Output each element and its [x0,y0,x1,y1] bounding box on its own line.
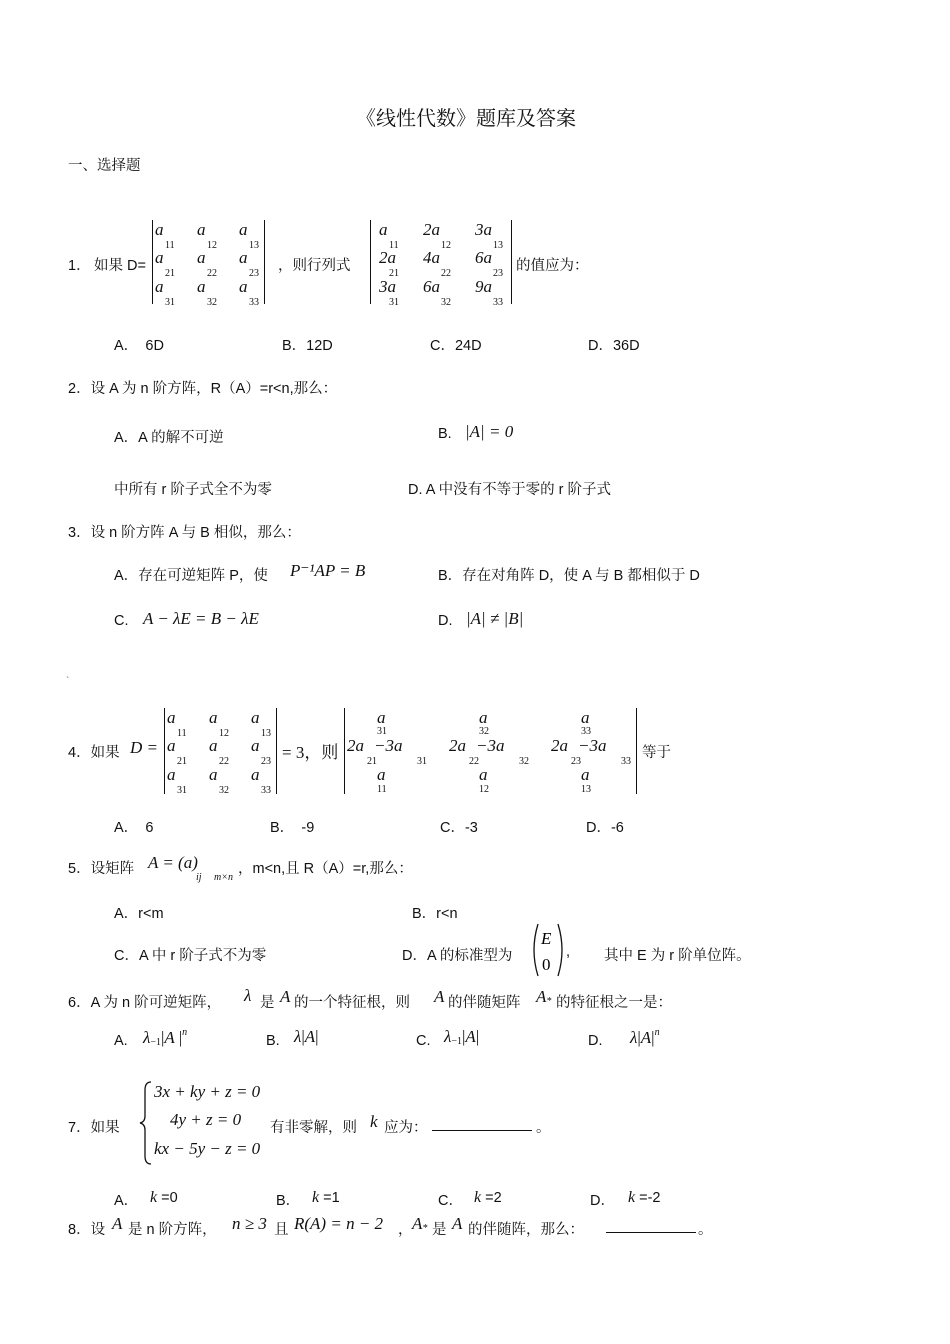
matrix-subscript: 31 [165,297,175,308]
q5-prefix: 5．设矩阵 [68,861,135,877]
q7-end: 。 [536,1120,551,1136]
q7-option-c-value: =2 [485,1190,502,1206]
q5-option-d-text: D．A 的标准型为 [402,948,513,964]
q3-option-c-math: A − λE = B − λE [143,609,259,628]
matrix-subscript: 33 [581,726,591,737]
q5-option-b: B．r<n [412,906,458,922]
matrix-entry: a [239,248,248,267]
q1-middle: ，则行列式 [278,258,351,274]
q1-number: 1． [68,258,91,274]
matrix-subscript: 21 [165,268,175,279]
q7-k: k [370,1112,378,1131]
q1-option-b: B．12D [282,338,333,354]
q8-text-4: ， [398,1222,413,1238]
matrix-subscript: 11 [377,784,387,795]
matrix-entry: a [197,248,206,267]
matrix-entry: a [197,220,206,239]
matrix-entry: 4a [423,248,440,267]
q7-option-b-label: B． [276,1193,301,1209]
matrix-entry: a [379,220,388,239]
q6-option-a-math: λ−1|A $|^n$ [143,1027,188,1048]
q5-block-matrix [528,922,571,978]
q1-option-c: C．24D [430,338,482,354]
matrix-entry: a [167,708,176,727]
matrix-entry: 9a [475,277,492,296]
q1-option-a: A． 6D [114,338,164,354]
q5-sub-ij: ij [196,872,202,883]
matrix-subscript: 32 [219,785,229,796]
q5-sub-mn: m×n [214,872,233,883]
matrix-entry: 2a −3a [551,736,607,755]
matrix-entry: a [251,765,260,784]
matrix-entry: a [209,708,218,727]
q8-end: 。 [698,1222,713,1238]
matrix-entry: a [209,736,218,755]
q4-option-b: B． -9 [270,820,315,836]
matrix-entry: a [377,708,386,727]
matrix-subscript: 32 [479,726,489,737]
matrix-subscript: 11 [165,240,175,251]
q7-text-2: 应为： [384,1120,428,1136]
matrix-entry: 2a [379,248,396,267]
matrix-subscript: 23 [493,268,503,279]
matrix-entry: a [155,248,164,267]
q7-text-1: 有非零解，则 [270,1120,357,1136]
q7-option-b: k =1 [312,1189,340,1206]
q7-option-c-label: C． [438,1193,463,1209]
q4-equals: = 3，则 [282,743,339,762]
matrix-subscript: 22 [207,268,217,279]
q5-matrix-def: A = (a) [148,853,198,872]
matrix-subscript: 23 [261,756,271,767]
matrix-subscript: 13 [249,240,259,251]
q5-suffix: ，m<n,且 R（A）=r,那么： [238,861,413,877]
q7-brace [138,1080,154,1166]
q4-det2-bar-left [344,708,345,794]
q1-prefix: 如果 D= [94,258,146,274]
q8-text-6: 的伴随阵，那么： [468,1222,584,1238]
q3-text: 3．设 n 阶方阵 A 与 B 相似，那么： [68,525,301,541]
q6-text-4: 的伴随矩阵 [448,995,521,1011]
q7-option-b-value: =1 [323,1190,340,1206]
matrix-entry: a [479,708,488,727]
q7-eq-3: kx − 5y − z = 0 [154,1139,261,1158]
det2-bar-right [511,220,512,304]
q2-option-b-math: |A| = 0 [465,422,514,441]
matrix-subscript: 21 [177,756,187,767]
q4-det-bar-left [164,708,165,794]
q5-option-d-note: 其中 E 为 r 阶单位阵。 [604,948,751,964]
matrix-subscript: 12 [219,728,229,739]
q5-comma: , [566,944,571,960]
matrix-entry: a [167,765,176,784]
matrix-entry: a [581,765,590,784]
q2-text: 2．设 A 为 n 阶方阵，R（A）=r<n,那么： [68,381,338,397]
q1-option-d: D．36D [588,338,640,354]
q2-option-c: 中所有 r 阶子式全不为零 [114,482,272,498]
matrix-subscript: 12 [207,240,217,251]
matrix-entry: a [155,220,164,239]
matrix-subscript: 21 [389,268,399,279]
q2-option-a: A．A 的解不可逆 [114,430,224,446]
q3-option-a-math: P⁻¹AP = B [290,561,366,580]
matrix-entry: a [479,765,488,784]
q7-option-a: k =0 [150,1189,178,1206]
q8-rank: R(A) = n − 2 [294,1214,384,1233]
matrix-entry: a [581,708,590,727]
q8-text-2: 是 n 阶方阵， [128,1222,217,1238]
matrix-subscript: 23 [571,756,581,767]
q6-option-c-math: λ−1|A| [444,1027,480,1047]
q8-a2: A [452,1214,463,1233]
matrix-subscript: 12 [441,240,451,251]
q6-a2: A [434,987,445,1006]
q4-det-bar-right [276,708,277,794]
q6-lambda: λ [244,986,252,1005]
matrix-entry: a [197,277,206,296]
q7-option-a-label: A． [114,1193,139,1209]
q3-option-c-label: C. [114,613,129,629]
q7-option-d-value: =-2 [639,1190,661,1206]
matrix-subscript: 33 [493,297,503,308]
q1-suffix: 的值应为： [516,258,589,274]
q7-prefix: 7．如果 [68,1120,120,1136]
q4-suffix: 等于 [642,745,671,761]
q7-option-a-value: =0 [161,1190,178,1206]
matrix-entry: 2a −3a [347,736,403,755]
q4-prefix: 4．如果 [68,745,120,761]
q4-option-d: D．-6 [586,820,624,836]
matrix-entry: a [377,765,386,784]
matrix-subscript: 11 [389,240,399,251]
q7-eq-1: 3x + ky + z = 0 [154,1082,261,1101]
q4-option-a: A． 6 [114,820,154,836]
matrix-entry: 3a [475,220,492,239]
q8-text-3: 且 [274,1222,289,1238]
svg-text:0: 0 [542,955,551,974]
q6-text-5: 的特征根之一是： [556,995,672,1011]
matrix-entry: 6a [423,277,440,296]
matrix-entry: 3a [379,277,396,296]
det-bar-right [264,220,265,304]
matrix-entry: a [239,277,248,296]
svg-text:E: E [541,929,552,948]
q4-option-c: C．-3 [440,820,478,836]
matrix-entry: 2a [423,220,440,239]
q8-answer-blank[interactable] [606,1218,696,1237]
matrix-subscript: 13 [493,240,503,251]
q8-n-ge-3: n ≥ 3 [232,1214,267,1233]
matrix-entry: 6a [475,248,492,267]
q6-text-2: 是 [260,995,275,1011]
matrix-subscript: 32 [441,297,451,308]
matrix-subscript: 32 [207,297,217,308]
matrix-entry: 2a −3a [449,736,505,755]
matrix-subscript: 33 [261,785,271,796]
matrix-subscript: 11 [177,728,187,739]
q6-a-star: A* [536,987,552,1007]
q6-option-c-label: C. [416,1033,431,1049]
q6-option-b-label: B. [266,1033,280,1049]
q5-option-a: A．r<m [114,906,164,922]
q4-d-symbol: D = [130,738,158,757]
matrix-subscript: 23 [249,268,259,279]
matrix-entry: a [239,220,248,239]
q5-option-c: C．A 中 r 阶子式不为零 [114,948,267,964]
q3-option-b: B．存在对角阵 D，使 A 与 B 都相似于 D [438,568,700,584]
q4-det2-bar-right [636,708,637,794]
q6-text-3: 的一个特征根，则 [294,995,410,1011]
q6-a: A [280,987,291,1006]
q8-a-star: A* [412,1214,428,1234]
q7-eq-2: 4y + z = 0 [170,1110,242,1129]
q3-option-d-label: D. [438,613,453,629]
q7-option-c: k =2 [474,1189,502,1206]
q6-text-1: 6．A 为 n 阶可逆矩阵， [68,995,222,1011]
section-heading: 一、选择题 [68,158,141,174]
q8-text-5: 是 [432,1222,447,1238]
stray-mark: ` [66,676,70,687]
q6-option-d-math: $\lambda|A|^n$ [630,1027,660,1047]
matrix-entry: a [251,736,260,755]
matrix-subscript: 33 [249,297,259,308]
page-title: 《线性代数》题库及答案 [356,106,576,130]
matrix-subscript: 31 [377,726,387,737]
matrix-subscript: 21 [367,756,377,767]
matrix-subscript: 12 [479,784,489,795]
matrix-entry: a [167,736,176,755]
det-bar-left [152,220,153,304]
matrix-entry: a [251,708,260,727]
matrix-subscript: 33 [621,756,631,767]
matrix-subscript: 13 [261,728,271,739]
matrix-subscript: 22 [219,756,229,767]
matrix-subscript: 22 [441,268,451,279]
q6-option-d-label: D. [588,1033,603,1049]
matrix-subscript: 22 [469,756,479,767]
q2-option-d: D. A 中没有不等于零的 r 阶子式 [408,482,612,498]
matrix-subscript: 13 [581,784,591,795]
q8-a: A [112,1214,123,1233]
q3-option-a-text: A．存在可逆矩阵 P，使 [114,568,268,584]
det2-bar-left [370,220,371,304]
matrix-subscript: 31 [177,785,187,796]
matrix-subscript: 31 [389,297,399,308]
q3-option-d-math: |A| ≠ |B| [466,609,524,628]
matrix-subscript: 32 [519,756,529,767]
matrix-entry: a [155,277,164,296]
q6-option-a-label: A. [114,1033,128,1049]
q7-option-d-label: D． [590,1193,615,1209]
q7-option-d: k =-2 [628,1189,661,1206]
q8-text-1: 8．设 [68,1222,106,1238]
matrix-entry: a [209,765,218,784]
q6-option-b-math: λ|A| [294,1027,319,1046]
matrix-subscript: 31 [417,756,427,767]
q7-answer-blank[interactable] [432,1116,532,1135]
q2-option-b-label: B. [438,426,452,442]
